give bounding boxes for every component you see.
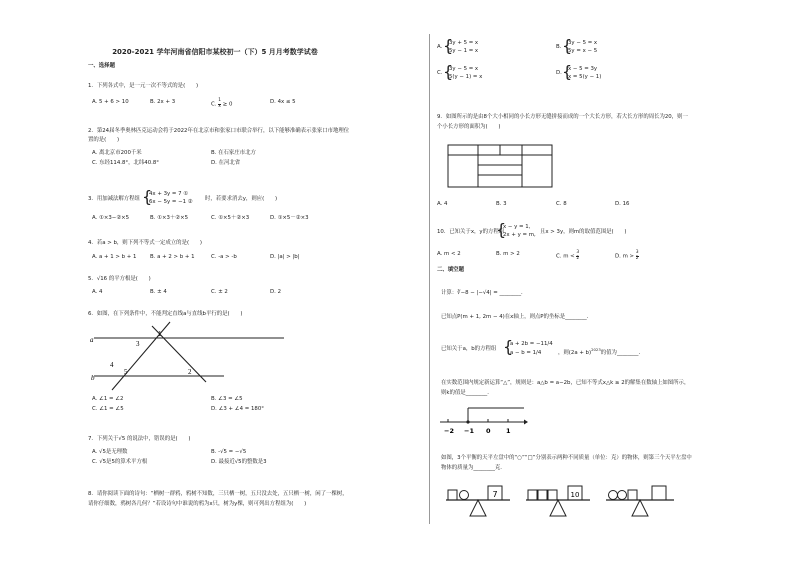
q2-option-a: A. 离北京市200千米 xyxy=(92,150,142,156)
section-heading-choice: 一、选择题 xyxy=(88,63,115,69)
fill-14-line2: 则k的值是________． xyxy=(441,390,493,396)
unknown-weight xyxy=(652,486,666,500)
q8-c-brace: { xyxy=(443,62,454,81)
q3-option-c: C. ①×5＋②×3 xyxy=(211,215,250,221)
q3-system-brace: { xyxy=(142,187,153,206)
column-divider xyxy=(429,34,430,524)
q10-d-denominator: 2 xyxy=(635,255,639,261)
q10-option-a: A. m < 2 xyxy=(437,251,461,257)
q1-option-d: D. 4x ≤ 5 xyxy=(270,99,296,105)
fill-15-line1: 如图，3个平衡的天平左盘中的“○”“□”分别表示两种不同质量（单位：克）的物体，则第三个天平左盘中 xyxy=(441,455,692,461)
q8-a-eq1: 3y + 5 = x xyxy=(449,40,479,46)
question-4-stem: 4．若a > b，则下列不等式一定成立的是( ) xyxy=(88,240,202,246)
q2-option-b: B. 在石家庄市北方 xyxy=(211,150,256,156)
q10-c-numerator: 3 xyxy=(576,250,580,255)
f14-number-line xyxy=(438,400,528,440)
q1-option-c xyxy=(211,99,232,109)
q3-equation-1: 4x + 3y = 7 ① xyxy=(149,191,189,197)
q10-d-numerator: 3 xyxy=(635,250,639,255)
q8-b-eq1: 3y − 5 = x xyxy=(568,40,598,46)
question-6-stem: 6．如图，在下列条件中，不能判定直线a与直线b平行的是( ) xyxy=(88,311,243,317)
solution-point xyxy=(466,420,469,423)
question-7-stem: 7．下列关于√5 的说法中，错误的是( ) xyxy=(88,436,191,442)
label-a: a xyxy=(90,336,94,344)
q7-option-a: A. √5是无理数 xyxy=(92,449,128,455)
question-3-stem-a: 3．用加减法解方程组 xyxy=(88,196,140,202)
q10-option-c xyxy=(556,251,579,261)
q8-b-brace: { xyxy=(562,36,573,55)
q1-option-b: B. 2x + 3 xyxy=(150,99,176,105)
question-2-line2: 置的是( ) xyxy=(88,137,120,143)
q10-equation-2: 2x + y = m, xyxy=(503,232,536,238)
fill-15-line2: 物体的质量为________克． xyxy=(441,465,506,471)
q5-option-c: C. ± 2 xyxy=(211,289,228,295)
angle-3-label: 3 xyxy=(136,340,140,348)
q6-option-d: D. ∠3 + ∠4 = 180° xyxy=(211,406,264,412)
q6-option-c: C. ∠1 = ∠5 xyxy=(92,406,124,412)
question-9-line2: 个小长方形的面积为( ) xyxy=(437,124,501,130)
balance-3 xyxy=(606,486,674,516)
fill-13-a: 已知关于a，b的方程组 xyxy=(441,346,497,352)
f15-balance-figure xyxy=(438,478,688,528)
q8-b-eq2: 5y = x − 5 xyxy=(568,48,598,54)
q1-c-numerator: 1 xyxy=(218,98,221,103)
q9-option-b: B. 3 xyxy=(496,201,507,207)
question-2-line1: 2．第24届冬季奥林匹克运动会将于2022年在北京市和张家口市联合举行，以下能够准确表示张家口市地理位 xyxy=(88,128,350,134)
q8-c-eq1: 3y − 5 = x xyxy=(449,66,479,72)
question-8-line2: 请你仔细数，鸦树各几何？”若设诗句中谁说的鸦为x只，树为y棵，则可列出方程组为( ) xyxy=(88,501,307,507)
question-5-stem: 5．√16 的平方根是( ) xyxy=(88,276,151,282)
q8-option-c-label: C. xyxy=(437,70,443,76)
label-b: b xyxy=(91,374,95,382)
q7-option-d: D. 最接近√5的整数是3 xyxy=(211,459,267,465)
balance-2 xyxy=(526,486,590,516)
q8-d-eq1: x − 5 = 3y xyxy=(568,66,598,72)
tick-label-1: 1 xyxy=(506,427,511,435)
fill-13-b-text: ，则(2a + b) xyxy=(558,349,592,356)
tick-label-0: 0 xyxy=(486,427,491,435)
question-9-line1: 9．如图所示的是由8个大小相同的小长方形无缝拼接而成的一个大长方形，若大长方形的周长为20，则一 xyxy=(437,114,688,120)
fill-11: 计算：∛−8 − |−√4| = ________． xyxy=(441,290,527,296)
q9-option-a: A. 4 xyxy=(437,201,448,207)
q2-option-c: C. 东经114.8°，北纬40.8° xyxy=(92,160,159,166)
q3-option-d: D. ①×5－②×3 xyxy=(270,215,309,221)
fill-12: 已知点P(m + 1, 2m − 4)在x轴上，则点P的坐标是________． xyxy=(441,314,593,320)
q8-d-brace: { xyxy=(562,62,573,81)
q8-a-brace: { xyxy=(443,36,454,55)
angle-2-label: 2 xyxy=(188,368,192,376)
page-title: 2020-2021 学年河南省信阳市某校初一（下）5 月月考数学试卷 xyxy=(112,48,318,56)
q5-option-b: B. ± 4 xyxy=(150,289,167,295)
q6-option-a: A. ∠1 = ∠2 xyxy=(92,396,124,402)
question-10-stem-b: 且x > 3y，则m的取值范围是( ) xyxy=(540,229,627,235)
q6-option-b: B. ∠3 = ∠5 xyxy=(211,396,243,402)
question-3-stem-b: 时，若要求消去y，则应( ) xyxy=(205,196,278,202)
q8-option-a-label: A. xyxy=(437,44,443,50)
question-10-stem-a: 10．已知关于x，y的方程组 xyxy=(437,229,505,235)
q9-option-c: C. 8 xyxy=(556,201,567,207)
q5-option-a: A. 4 xyxy=(92,289,103,295)
question-1-stem: 1．下列各式中，是一元一次不等式的是( ) xyxy=(88,83,199,89)
balance-1 xyxy=(446,486,510,516)
q4-option-c: C. -a > -b xyxy=(211,254,237,260)
tick-label-neg1: −1 xyxy=(464,427,474,435)
fill-13-c-text: 的值为________． xyxy=(600,349,644,356)
tick-label-neg2: −2 xyxy=(444,427,454,435)
q10-system-brace: { xyxy=(496,220,507,239)
f13-equation-1: a + 2b = −11/4 xyxy=(510,341,553,347)
q8-c-eq2: 5(y − 1) = x xyxy=(449,74,483,80)
q4-option-d: D. |a| > |b| xyxy=(270,254,300,260)
q10-option-c-label: C. m < xyxy=(556,253,577,260)
f13-equation-2: a − b = 1/4 xyxy=(510,350,542,356)
fill-13-b xyxy=(558,346,644,357)
q10-c-denominator: 2 xyxy=(576,255,580,261)
q10-option-b: B. m > 2 xyxy=(496,251,520,257)
q8-option-d-label: D. xyxy=(556,70,562,76)
fill-14-line1: 在实数范围内规定新运算“△”，规则是：a△b = a−2b，已知不等式x△k ≥ 2的解集在数轴上如图所示， xyxy=(441,380,690,386)
q4-option-b: B. a + 2 > b + 1 xyxy=(150,254,195,260)
section-heading-fill: 二、填空题 xyxy=(437,267,464,273)
q5-option-d: D. 2 xyxy=(270,289,282,295)
q4-option-a: A. a + 1 > b + 1 xyxy=(92,254,137,260)
q7-option-c: C. √5是5的算术平方根 xyxy=(92,459,148,465)
fill-13-exponent: 2023 xyxy=(591,347,601,352)
q2-option-d: D. 在河北省 xyxy=(211,160,241,166)
q10-option-d xyxy=(615,251,639,261)
q10-equation-1: x − y = 1, xyxy=(503,224,531,230)
q3-equation-2: 6x − 5y = −1 ② xyxy=(149,199,193,205)
angle-4-label: 4 xyxy=(110,361,114,369)
weight-7: 7 xyxy=(492,490,498,499)
q3-option-b: B. ①×3＋②×5 xyxy=(150,215,189,221)
question-8-line1: 8．请你阅读下面的诗句：“栖树一群鸦，鸦树不知数，三只栖一树，五只没去处，五只栖一树，闲了一棵树， xyxy=(88,491,348,497)
q10-option-d-label: D. m > xyxy=(615,253,636,260)
q8-a-eq2: 5y − 1 = x xyxy=(449,48,479,54)
angle-5-label: 5 xyxy=(124,368,128,376)
number-line-arrow xyxy=(524,420,528,425)
q6-parallel-lines-figure xyxy=(88,320,288,392)
q1-c-denominator: x xyxy=(218,103,221,109)
q1-option-a: A. 5 + 6 > 10 xyxy=(92,99,129,105)
q7-option-b: B. -√5 = −√5 xyxy=(211,449,247,455)
angle-1-label: 1 xyxy=(158,330,162,338)
q3-option-a: A. ①×3−②×5 xyxy=(92,215,130,221)
q8-option-b-label: B. xyxy=(556,44,562,50)
weight-10: 10 xyxy=(570,491,580,499)
f13-system-brace: { xyxy=(503,337,514,356)
q9-rectangles-figure xyxy=(448,145,552,187)
q1-c-tail: ≥ 0 xyxy=(222,101,233,108)
q8-d-eq2: x = 5(y − 1) xyxy=(568,74,602,80)
q1-option-c-label: C. xyxy=(211,101,219,108)
q9-option-d: D. 16 xyxy=(615,201,630,207)
